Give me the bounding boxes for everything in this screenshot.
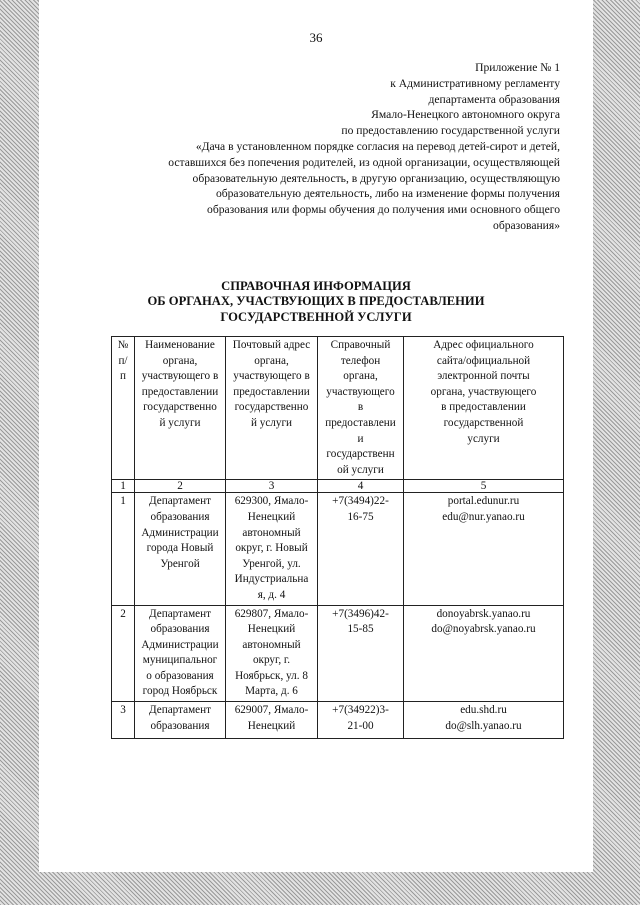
cell-line: 21-00: [347, 719, 374, 732]
appendix-line: к Административному регламенту: [390, 76, 560, 90]
column-header: [112, 337, 135, 480]
agencies-table: [111, 336, 564, 739]
cell-line: телефон: [340, 354, 381, 367]
appendix-note: [100, 60, 560, 234]
appendix-line: образовательную деятельность, либо на изменение формы получения: [215, 187, 560, 201]
cell-line: п: [120, 370, 126, 383]
cell-line: округ, г.: [252, 654, 291, 667]
table-cell: [226, 702, 318, 739]
cell-line: автономный: [242, 638, 301, 651]
cell-line: й услуги: [250, 416, 293, 429]
cell-line: государственно: [234, 401, 309, 414]
cell-line: Адрес официального: [433, 339, 534, 351]
cell-line: Ноябрьск, ул. 8: [235, 669, 308, 682]
cell-line: я, д. 4: [257, 588, 286, 601]
cell-line: Департамент: [148, 607, 212, 620]
cell-line: предоставлении: [233, 385, 310, 398]
cell-line: 3: [120, 704, 126, 717]
column-number-row: [112, 480, 564, 493]
cell-line: участвующего в: [233, 370, 310, 383]
cell-line: государственной: [443, 416, 524, 429]
cell-line: Ненецкий: [247, 719, 296, 732]
appendix-line: оставшихся без попечения родителей, из одной организации, осуществляющей: [168, 155, 560, 169]
cell-line: округ, г. Новый: [235, 542, 308, 555]
cell-line: 1: [120, 495, 126, 508]
cell-line: Ненецкий: [247, 623, 296, 636]
document-page: [39, 0, 593, 872]
column-number: 5: [404, 480, 564, 493]
cell-line: do@slh.yanao.ru: [445, 719, 522, 732]
cell-line: Департамент: [148, 704, 212, 717]
cell-line: и: [357, 432, 364, 445]
column-header: [226, 337, 318, 480]
title-line: ОБ ОРГАНАХ, УЧАСТВУЮЩИХ В ПРЕДОСТАВЛЕНИИ: [147, 294, 485, 309]
cell-line: Департамент: [148, 495, 212, 508]
table-cell: [112, 605, 135, 702]
cell-line: +7(3496)42-: [332, 607, 389, 620]
table-cell: [318, 605, 404, 702]
appendix-line: Ямало-Ненецкого автономного округа: [371, 108, 560, 122]
cell-line: Ненецкий: [247, 510, 296, 523]
cell-line: +7(3494)22-: [332, 495, 389, 508]
cell-line: donoyabrsk.yanao.ru: [436, 607, 531, 620]
table-row: [112, 493, 564, 605]
table-cell: [226, 493, 318, 605]
table-cell: [135, 493, 226, 605]
title-line: СПРАВОЧНАЯ ИНФОРМАЦИЯ: [221, 279, 411, 293]
cell-line: й услуги: [159, 416, 201, 429]
column-number: 1: [112, 480, 135, 493]
appendix-line: Приложение № 1: [475, 61, 560, 74]
column-header: [318, 337, 404, 480]
cell-line: о образования: [146, 669, 214, 682]
cell-line: участвующего: [326, 385, 395, 398]
cell-line: do@noyabrsk.yanao.ru: [431, 623, 536, 636]
cell-line: Индустриальна: [234, 573, 309, 586]
table-cell: [404, 702, 564, 739]
cell-line: Справочный: [330, 339, 391, 351]
cell-line: 629807, Ямало-: [234, 607, 309, 620]
table-cell: [135, 702, 226, 739]
cell-line: 2: [120, 607, 126, 620]
cell-line: Администрации: [141, 526, 219, 539]
cell-line: 629300, Ямало-: [234, 495, 309, 508]
cell-line: автономный: [242, 526, 301, 539]
cell-line: органа,: [343, 370, 378, 383]
cell-line: Марта, д. 6: [245, 685, 298, 698]
table-cell: [112, 493, 135, 605]
column-header: [404, 337, 564, 480]
appendix-line: образования»: [493, 218, 560, 232]
column-number: 3: [226, 480, 318, 493]
cell-line: органа, участвующего: [430, 385, 537, 398]
appendix-line: по предоставлению государственной услуги: [341, 124, 560, 138]
document-title: [39, 279, 593, 325]
cell-line: Администрации: [141, 638, 219, 651]
cell-line: в: [357, 401, 364, 414]
column-number: 2: [135, 480, 226, 493]
cell-line: +7(34922)3-: [332, 704, 389, 717]
header-row: [112, 337, 564, 480]
table-cell: [404, 493, 564, 605]
column-header: [135, 337, 226, 480]
cell-line: edu.shd.ru: [460, 704, 507, 717]
cell-line: участвующего в: [141, 370, 219, 383]
table-cell: [112, 702, 135, 739]
table-cell: [318, 702, 404, 739]
cell-line: Наименование: [145, 339, 215, 351]
cell-line: органа,: [162, 354, 198, 367]
column-number: 4: [318, 480, 404, 493]
cell-line: п/: [118, 354, 128, 367]
cell-line: предоставлении: [141, 385, 219, 398]
cell-line: Уренгой: [160, 557, 200, 570]
table-cell: [404, 605, 564, 702]
table-row: [112, 702, 564, 739]
table-cell: [135, 605, 226, 702]
cell-line: 15-85: [347, 623, 374, 636]
appendix-line: «Дача в установленном порядке согласия на перевод детей-сирот и детей,: [195, 139, 560, 153]
cell-line: 629007, Ямало-: [234, 704, 309, 717]
cell-line: услуги: [467, 432, 500, 445]
cell-line: portal.edunur.ru: [447, 495, 520, 508]
cell-line: сайта/официальной: [436, 354, 531, 367]
cell-line: государственн: [326, 448, 395, 461]
cell-line: образования: [150, 623, 210, 636]
cell-line: ой услуги: [337, 463, 384, 476]
cell-line: Почтовый адрес: [232, 339, 311, 351]
appendix-line: департамента образования: [428, 92, 560, 106]
appendix-line: образовательную деятельность, в другую организацию, осуществляющую: [192, 171, 560, 185]
cell-line: Уренгой, ул.: [242, 557, 301, 570]
cell-line: образования: [150, 510, 210, 523]
cell-line: edu@nur.yanao.ru: [442, 510, 525, 523]
table-row: [112, 605, 564, 702]
appendix-line: образования или формы обучения до получения ими основного общего: [207, 203, 560, 217]
cell-line: города Новый: [146, 542, 214, 555]
page-number: 36: [309, 30, 323, 45]
cell-line: в предоставлении: [441, 401, 526, 414]
title-line: ГОСУДАРСТВЕННОЙ УСЛУГИ: [220, 309, 412, 324]
table-cell: [318, 493, 404, 605]
cell-line: город Ноябрьск: [142, 685, 218, 698]
cell-line: муниципальног: [142, 654, 218, 667]
cell-line: предоставлени: [325, 416, 396, 429]
cell-line: электронной почты: [437, 370, 530, 383]
cell-line: государственно: [143, 401, 217, 414]
cell-line: образования: [150, 719, 210, 732]
table-cell: [226, 605, 318, 702]
cell-line: №: [117, 339, 129, 351]
cell-line: органа,: [254, 354, 289, 367]
cell-line: 16-75: [347, 510, 374, 523]
